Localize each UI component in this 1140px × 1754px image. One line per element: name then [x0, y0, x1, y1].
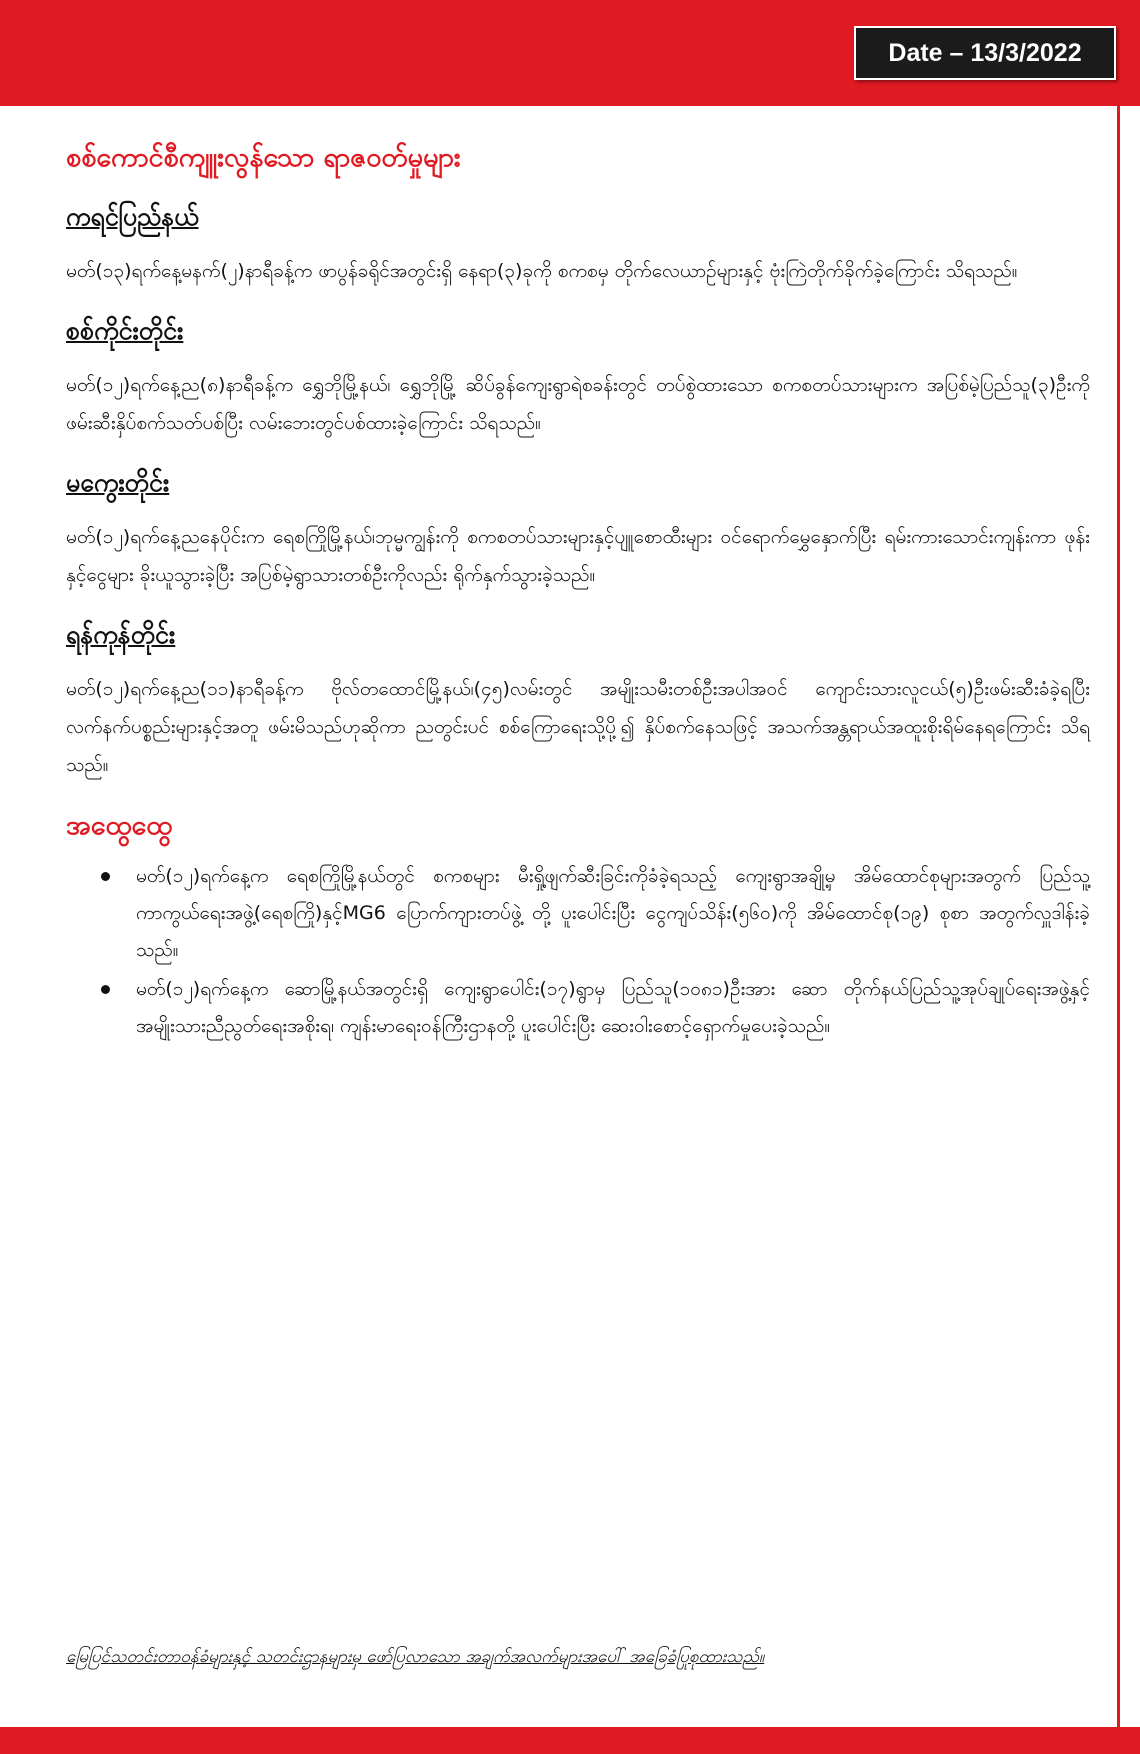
region-title: မကွေးတိုင်း	[66, 468, 170, 497]
footer-band	[0, 1727, 1140, 1754]
region-section-sagaing	[66, 308, 1090, 442]
list-item	[136, 971, 1090, 1045]
region-title: ရန်ကုန်တိုင်း	[66, 620, 176, 649]
date-badge: Date – 13/3/2022	[854, 26, 1116, 80]
list-item-text: မတ်(၁၂)ရက်နေ့က ဆောမြို့နယ်အတွင်းရှိ ကျေးရွာပေါင်း(၁၇)ရွာမှ ပြည်သူ(၁၀၈၁)ဦးအား ဆော တိုက်နယ်ပြည်သူ့အုပ်ချုပ်ရေးအဖွဲ့နှင့် အမျိုးသားညီညွတ်ရေးအစိုးရ၊ ကျန်းမာရေးဝန်ကြီးဌာနတို့ ပူးပေါင်းပြီး ဆေးဝါးစောင့်ရှောက်မှုပေးခဲ့သည်။	[136, 978, 1090, 1037]
region-section-magway	[66, 460, 1090, 594]
general-list	[66, 858, 1090, 1045]
region-title: ကရင်ပြည်နယ်	[66, 202, 199, 231]
region-section-yangon	[66, 612, 1090, 784]
region-body: မတ်(၁၂)ရက်နေ့ညနေပိုင်းက ရေစကြိုမြို့နယ်၊ဘုမ္မကျွန်းကို စကစတပ်သားများနှင့်ပျူစောထီးများ ဝင်ရောက်မွှေနှောက်ပြီး ရမ်းကားသောင်းကျန်းကာ ဖုန်းနှင့်ငွေများ ခိုးယူသွားခဲ့ပြီး အပြစ်မဲ့ရွာသားတစ်ဦးကိုလည်း ရိုက်နှက်သွားခဲ့သည်။	[66, 526, 1090, 586]
page-title: စစ်ကောင်စီကျူးလွန်သော ရာဇဝတ်မှုများ	[66, 142, 461, 173]
bullet-icon	[101, 985, 110, 994]
region-body: မတ်(၁၂)ရက်နေ့ည(၁၁)နာရီခန့်က ဗိုလ်တထောင်မြို့နယ်၊(၄၅)လမ်းတွင် အမျိုးသမီးတစ်ဦးအပါအဝင် ကျောင်းသားလူငယ်(၅)ဦးဖမ်းဆီးခံခဲ့ရပြီး လက်နက်ပစ္စည်းများနှင့်အတူ ဖမ်းမိသည်ဟုဆိုကာ ညတွင်းပင် စစ်ကြောရေးသို့ပို့၍ နှိပ်စက်နေသဖြင့် အသက်အန္တရာယ်အထူးစိုးရိမ်နေရကြောင်း သိရသည်။	[66, 678, 1090, 776]
report-content	[66, 134, 1090, 1047]
list-item	[136, 858, 1090, 969]
region-body: မတ်(၁၂)ရက်နေ့ည(၈)နာရီခန့်က ရွှေဘိုမြို့နယ်၊ ရွှေဘိုမြို့ ဆိပ်ခွန်ကျေးရွာရဲစခန်းတွင် တပ်စွဲထားသော စကစတပ်သားများက အပြစ်မဲ့ပြည်သူ(၃)ဦးကို ဖမ်းဆီးနှိပ်စက်သတ်ပစ်ပြီး လမ်းဘေးတွင်ပစ်ထားခဲ့ကြောင်း သိရသည်။	[66, 374, 1090, 434]
region-title: စစ်ကိုင်းတိုင်း	[66, 316, 184, 345]
region-body: မတ်(၁၃)ရက်နေ့မနက်(၂)နာရီခန့်က ဖာပွန်ခရိုင်အတွင်းရှိ နေရာ(၃)ခုကို စကစမှ တိုက်လေယာဉ်များနှင့် ဗုံးကြဲတိုက်ခိုက်ခဲ့ကြောင်း သိရသည်။	[66, 260, 1018, 282]
right-border-stripe	[1117, 106, 1120, 1730]
source-footnote: မြေပြင်သတင်းတာဝန်ခံများနှင့် သတင်းဌာနများမှ ဖော်ပြလာသော အချက်အလက်များအပေါ် အခြေခံပြုစုထားသည်။	[66, 1647, 765, 1667]
bullet-icon	[101, 872, 110, 881]
general-section-title: အထွေထွေ	[66, 810, 173, 841]
region-section-kayin	[66, 194, 1090, 290]
list-item-text: မတ်(၁၂)ရက်နေ့က ရေစကြိုမြို့နယ်တွင် စကစများ မီးရှို့ဖျက်ဆီးခြင်းကိုခံခဲ့ရသည့် ကျေးရွာအချို့မှ အိမ်ထောင်စုများအတွက် ပြည်သူ့ကာကွယ်ရေးအဖွဲ့(ရေစကြို)နှင့်MG6 ပြောက်ကျားတပ်ဖွဲ့ တို့ ပူးပေါင်းပြီး ငွေကျပ်သိန်း(၅၆၀)ကို အိမ်ထောင်စု(၁၉) စုစာ အတွက်လှူဒါန်းခဲ့သည်။	[136, 865, 1090, 961]
